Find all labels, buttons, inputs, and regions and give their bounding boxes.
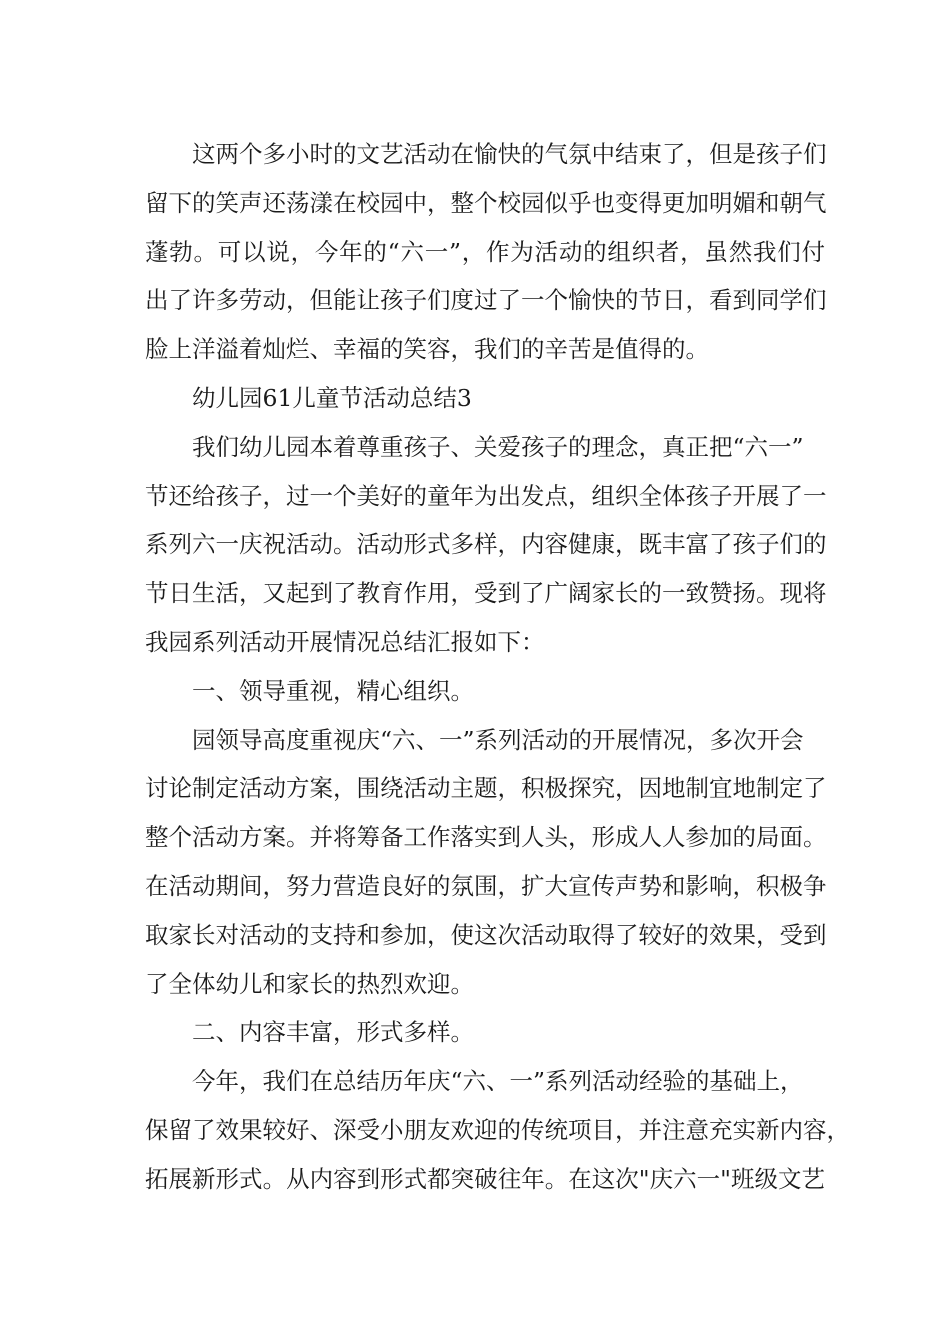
text-line: 系列六一庆祝活动。活动形式多样，内容健康，既丰富了孩子们的 (145, 530, 827, 559)
document-body (145, 130, 850, 1204)
text-line: 我园系列活动开展情况总结汇报如下： (145, 627, 545, 656)
text-line: 出了许多劳动，但能让孩子们度过了一个愉快的节日，看到同学们 (145, 286, 827, 315)
section-heading: 幼儿园61儿童节活动总结3 (192, 383, 472, 412)
text-line: 留下的笑声还荡漾在校园中，整个校园似乎也变得更加明媚和朝气 (145, 188, 827, 217)
text-line: 保留了效果较好、深受小朋友欢迎的传统项目，并注意充实新内容， (145, 1115, 850, 1144)
subheading-2: 二、内容丰富，形式多样。 (192, 1018, 474, 1047)
text-line: 园领导高度重视庆“六、一”系列活动的开展情况，多次开会 (192, 725, 804, 754)
text-line: 取家长对活动的支持和参加，使这次活动取得了较好的效果，受到 (145, 920, 827, 949)
text-line: 脸上洋溢着灿烂、幸福的笑容，我们的辛苦是值得的。 (145, 335, 709, 364)
text-line: 节日生活，又起到了教育作用，受到了广阔家长的一致赞扬。现将 (145, 579, 827, 608)
text-line: 整个活动方案。并将筹备工作落实到人头，形成人人参加的局面。 (145, 823, 827, 852)
text-line: 蓬勃。可以说，今年的“六一”，作为活动的组织者，虽然我们付 (145, 237, 825, 266)
subheading-1: 一、领导重视，精心组织。 (192, 676, 474, 705)
text-line: 在活动期间，努力营造良好的氛围，扩大宣传声势和影响，积极争 (145, 871, 827, 900)
text-line: 讨论制定活动方案，围绕活动主题，积极探究，因地制宜地制定了 (145, 774, 827, 803)
text-line: 节还给孩子，过一个美好的童年为出发点，组织全体孩子开展了一 (145, 481, 827, 510)
text-line: 拓展新形式。从内容到形式都突破往年。在这次"庆六一"班级文艺 (145, 1164, 825, 1193)
text-line: 我们幼儿园本着尊重孩子、关爱孩子的理念，真正把“六一” (192, 432, 804, 461)
text-line: 今年，我们在总结历年庆“六、一”系列活动经验的基础上， (192, 1067, 804, 1096)
text-line: 这两个多小时的文艺活动在愉快的气氛中结束了，但是孩子们 (192, 140, 827, 168)
text-line: 了全体幼儿和家长的热烈欢迎。 (145, 969, 474, 998)
